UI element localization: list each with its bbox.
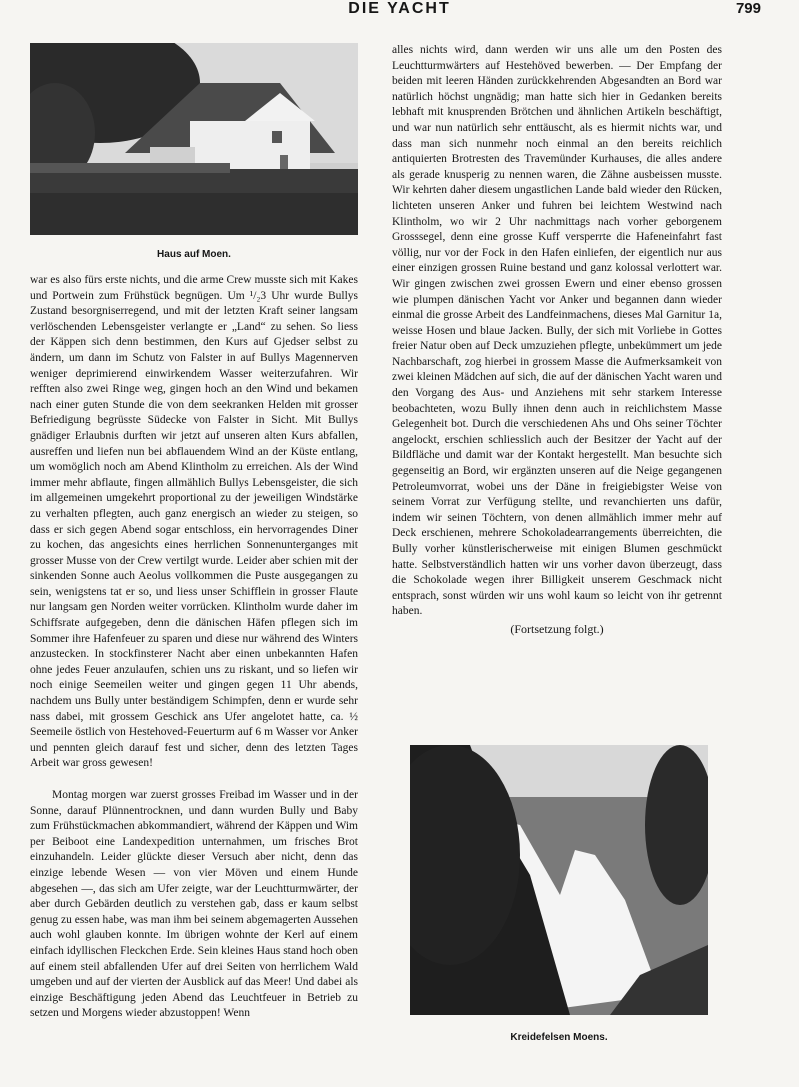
paragraph: alles nichts wird, dann werden wir uns alle um den Posten des Leuchtturmwärters auf Hestehöved bewerben. — Der Empfang der beiden mit leeren Händen zurückkehrenden Abgesandten an Bord war natürlich höchst ungnädig; man hatte sich hier in Gedanken bereits lebhaft mit knusprenden Brötchen und ähnlichen Artikeln beschäftigt, und war nun natürlich sehr enttäuscht, als es hiermit nichts war, und dass man sich nunmehr noch einmal an den bereits reichlich antiquierten Brotresten des Travemünder Kurhauses, die alles andere als gerade knusperig zu nennen waren, die Zähne ausbeissen musste. Wir kehrten daher diesem ungastlichen Lande bald wieder den Rücken, lichteten unseren Anker und fuhren bei leichtem Westwind nach Klintholm, wo wir 2 Uhr nachmittags nach vorher geborgenem Grosssegel, denn eine grosse Kuff versperrte die Hafeneinfahrt fast völlig, nur vor der Fock in den Hafen einliefen, der eigentlich nur aus einer einzigen grossen Ruine bestand und ganz kolossal verlottert war. Wir gingen zwischen zwei grossen Ewern und einer ebenso grossen wie plumpen dänischen Yacht vor Anker und begannen dann wieder einmal die grosse Arbeit des Landfeinmachens, dieses Mal Garnitur 1a, weisse Hosen und blaue Jacken. Bully, der sich mit Vorliebe in Gottes freier Natur oben auf Deck umzuziehen pflegte, unbekümmert um jede Nachbarschaft, zog hierbei in grossem Masse die Aufmerksamkeit von zwei kleinen Mädchen auf sich, die auf der dänischen Yacht waren und den Vorgang des Aus- und Anziehens mit sehr starkem Interesse beobachteten, wozu Bully ihnen denn auch in reichlichstem Masse Gelegenheit bot. Durch die verschiedenen Ahs und Ohs seiner Töchter angelockt, erschien schliesslich auch der Besitzer der Yacht auf der Bildfläche und damit war der Kontakt hergestellt. Man besuchte sich gegenseitig an Bord, wir ergänzten unseren auf die Neige gegangenen Petroleumvorrat, wobei uns der Däne in freigiebigster Weise von seinem Vorrat zur Verfügung stellte, und revanchierten uns dafür, indem wir seinen Töchtern, von denen allmählich immer mehr auf Deck erschienen, mehrere Schokoladearrangements überreichten, die Bully vorher künstlerischerweise mit einigen Blumen geschmückt hatte. Selbstverständlich hatten wir uns vorher davon überzeugt, dass die Schokolade wegen ihrer Billigkeit unserem Geschmack nicht entsprach, sonst würden wir uns wohl kaum so leicht von ihr getrennt haben. bbox=[392, 44, 722, 618]
paragraph: war es also fürs erste nichts, und die arme Crew musste sich mit Kakes und Portwein zum Frühstück begnügen. Um ¹/₂3 Uhr wurde Bullys Zustand besorgniserregend, und mit der letzten Kraft seiner langsam verlöschenden Lebensgeister verlangte er „Land“ zu sehen. So liess der Käppen sich denn bestimmen, den Kurs auf Gjedser selbst zu ändern, um dann im Schutz von Falster in auf Bullys Magennerven weniger deprimierend einwirkendem Wasser weiterzufahren. Wir refften also zwei Ringe weg, gingen hoch an den Wind und bekamen nach einer guten Stunde die von dem seekranken Helden mit grosser Befriedigung begrüsste Südecke von Falster in Sicht. Mit Bullys gnädiger Erlaubnis durften wir jetzt auf unseren alten Kurs abfallen, ausreffen und liefen nun bei abflauendem Wind an der Küste entlang, um womöglich noch am Abend Klintholm zu erreichen. Als der Wind immer mehr abflaute, fingen allmählich Bullys Lebensgeister, die sich im allgemeinen umgekehrt proportional zu der jeweiligen Windstärke zu verhalten pflegten, auch ganz energisch an wieder zu steigen, so dass er sich gegen Abend sogar entschloss, ein hervorragendes Diner zu kochen, das angesichts eines herrlichen Sonnenunterganges mit grosser Musse von der Crew vertilgt wurde. Leider aber schien mit der sinkenden Sonne auch Aeolus vollkommen die Puste ausgegangen zu sein, wenigstens tat er so, und liess unser Schifflein in grosser Flaute nur langsam gen Norden weiter vorrücken. Klintholm wurde daher im Schiffsrate aufgegeben, denn die dänischen Häfen pflegen sich im Sommer ihre Hafenfeuer zu sparen und diese nur während des Winters anzustecken. In stockfinsterer Nacht aber einen unbekannten Hafen ohne jedes Feuer anzulaufen, schien uns zu riskant, und so liefen wir noch einige Seemeilen weiter und gingen gegen 11 Uhr abends, nachdem uns Bully unter beständigem Schimpfen, denn er wurde sehr nass dabei, mit grossem Geschick ans Ufer angelotet hatte, ca. ½ Seemeile östlich von Hestehoved-Feuerturm auf 6 m Wasser vor Anker und pennten gleich darauf fest und sicher, denn des letzten Tages Arbeit war gross gewesen! bbox=[30, 274, 358, 770]
photo-chalk-cliffs bbox=[410, 745, 708, 1015]
running-title: DIE YACHT bbox=[348, 0, 451, 17]
paragraph: Montag morgen war zuerst grosses Freibad im Wasser und in der Sonne, darauf Plünnentrocknen, und dann wurden Bully und Baby zum Frühstückmachen abkommandiert, während der Käppen und Wim per Beiboot eine Landexpedition unternahmen, um frisches Brot einzuhandeln. Leider glückte dieser Versuch aber nicht, denn das einzige lebende Wesen — von vier Möven und einem Hunde abgesehen —, das sich am Ufer zeigte, war der Leuchtturmwärter, der aber durch Gebärden deutlich zu verstehen gab, dass er kaum selbst genug zu essen habe, was man ihm bei seinem abgemagerten Aussehen auch wohl glauben konnte. Im übrigen wohnte der Kerl auf einem einfach idyllischen Fleckchen Erde. Sein kleines Haus stand hoch oben auf einem steil abfallenden Ufer auf drei Seiten von herrlichem Wald umgeben und auf der vierten der Ausblick auf das Meer! Und dabei als einzige Beschäftigung jeden Abend das Leuchtfeuer in Betrieb zu setzen und Morgens wieder abzustoppen! Wenn bbox=[30, 789, 358, 1020]
left-column bbox=[30, 273, 358, 1022]
caption-chalk-cliffs: Kreidefelsen Moens. bbox=[510, 1032, 608, 1043]
continuation-note: (Fortsetzung folgt.) bbox=[510, 622, 604, 636]
page-number: 799 bbox=[735, 0, 761, 17]
right-column bbox=[392, 43, 722, 620]
photo-house bbox=[30, 43, 358, 235]
caption-house: Haus auf Moen. bbox=[157, 249, 231, 260]
